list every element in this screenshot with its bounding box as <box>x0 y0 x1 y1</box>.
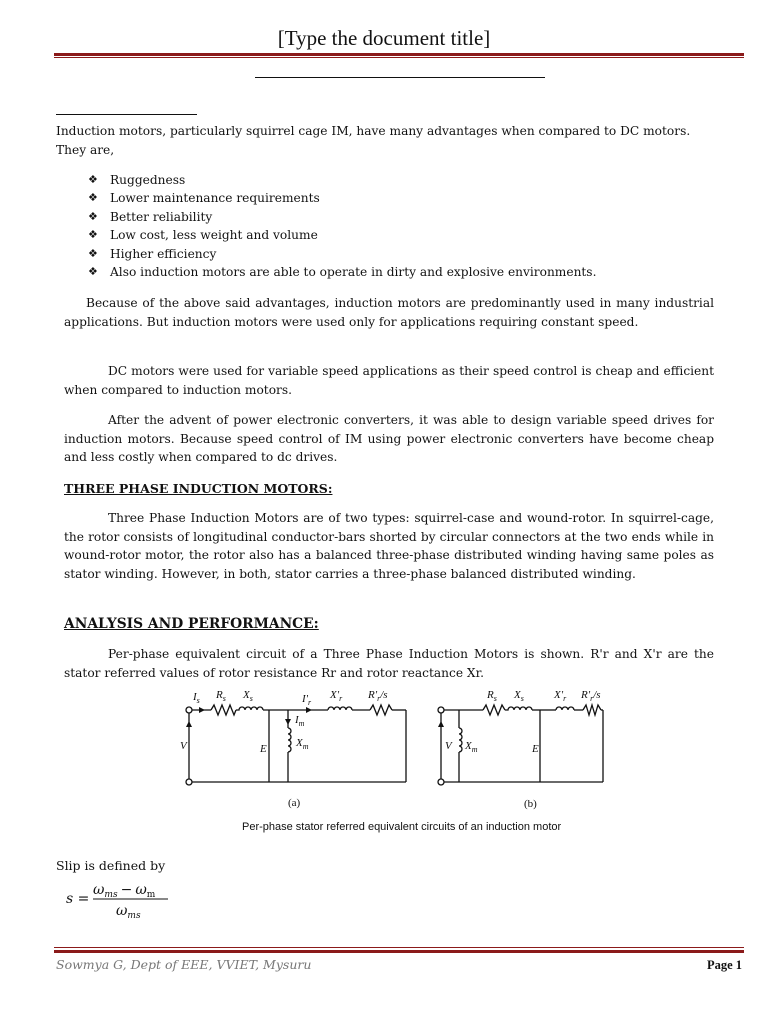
short-rule <box>56 114 197 115</box>
title-underline <box>255 77 545 78</box>
label-is: $I_s$ <box>193 691 200 705</box>
slip-definition-text: Slip is defined by <box>56 858 166 873</box>
figure-caption: Per-phase stator referred equivalent circuits of an induction motor <box>242 821 562 833</box>
advantages-list <box>88 171 728 281</box>
label-xm: $X_m$ <box>296 737 309 751</box>
footer-rule-thick <box>54 950 744 953</box>
label-e: E <box>260 743 267 755</box>
bullet-diamond-icon: ❖ <box>88 173 98 186</box>
list-item: ❖ Also induction motors are able to operate in dirty and explosive environments. <box>88 263 728 281</box>
list-item: ❖ Higher efficiency <box>88 245 728 263</box>
label-xr: $X'_r$ <box>330 689 343 703</box>
paragraph-power-electronics: After the advent of power electronic converters, it was able to design variable speed drives for induction motors. Because speed control of IM using power electronic converters have become cheap and less costly when compared to dc drives. <box>64 413 714 464</box>
header-rule-thick <box>54 53 744 56</box>
formula-numerator: $\omega_{ms} - \omega_m$ <box>93 882 156 900</box>
bullet-diamond-icon: ❖ <box>88 246 98 260</box>
label-rr-over-s-b: $R'_r/s$ <box>581 689 601 703</box>
slip-formula <box>64 878 184 920</box>
label-xs: $X_s$ <box>243 689 253 703</box>
footer-author: Sowmya G, Dept of EEE, VVIET, Mysuru <box>56 957 312 972</box>
label-rs: $R_s$ <box>216 689 226 703</box>
paragraph-dc-motors: DC motors were used for variable speed applications as their speed control is cheap and efficient when compared to induction motors. <box>64 364 714 397</box>
label-ir: $I'_r$ <box>302 693 312 707</box>
formula-lhs: s = <box>66 891 90 907</box>
equivalent-circuit-figure <box>178 686 618 836</box>
header-rule-thin <box>54 57 744 58</box>
bullet-diamond-icon: ❖ <box>88 191 98 205</box>
label-v: V <box>180 740 187 752</box>
list-item: ❖ Ruggedness <box>88 171 728 189</box>
paragraph-equivalent-circuit: Per-phase equivalent circuit of a Three Phase Induction Motors is shown. R'r and X'r are the stator referred values of rotor resistance Rr and rotor reactance Xr. <box>64 647 714 680</box>
page-number: Page 1 <box>706 958 742 972</box>
label-xs-b: $X_s$ <box>514 689 524 703</box>
bullet-diamond-icon: ❖ <box>88 265 98 279</box>
bullet-diamond-icon: ❖ <box>88 209 98 223</box>
label-xm-b: $X_m$ <box>465 740 478 754</box>
list-item: ❖ Better reliability <box>88 208 728 226</box>
section-heading-three-phase: THREE PHASE INDUCTION MOTORS: <box>64 481 333 496</box>
list-item: ❖ Lower maintenance requirements <box>88 189 728 207</box>
document-title: [Type the document title] <box>277 26 491 50</box>
paragraph-advantages-usage: Because of the above said advantages, induction motors are predominantly used in many industrial applications. But induction motors were used only for applications requiring constant speed. <box>64 296 714 329</box>
label-v-b: V <box>445 740 452 752</box>
label-im: $I_m$ <box>295 714 305 728</box>
section-heading-analysis: ANALYSIS AND PERFORMANCE: <box>64 616 319 632</box>
label-xr-b: $X'_r$ <box>554 689 567 703</box>
intro-paragraph: Induction motors, particularly squirrel cage IM, have many advantages when compared to DC motors. They are, <box>56 124 691 157</box>
figure-label-a: (a) <box>288 797 301 809</box>
formula-denominator: $\omega_{ms}$ <box>116 903 141 920</box>
bullet-diamond-icon: ❖ <box>88 228 98 242</box>
paragraph-motor-types: Three Phase Induction Motors are of two types: squirrel-case and wound-rotor. In squirrel-cage, the rotor consists of longitudinal conductor-bars shorted by circular connectors at the two ends while in wound-rotor motor, the rotor also has a balanced three-phase distributed winding having same poles as stator winding. However, in both, stator carries a three-phase balanced distributed winding. <box>64 511 714 581</box>
label-rr-over-s: $R'_r/s$ <box>368 689 388 703</box>
label-e-b: E <box>532 743 539 755</box>
label-rs-b: $R_s$ <box>487 689 497 703</box>
list-item: ❖ Low cost, less weight and volume <box>88 226 728 244</box>
figure-label-b: (b) <box>524 798 537 810</box>
footer-rule-thin <box>54 947 744 948</box>
